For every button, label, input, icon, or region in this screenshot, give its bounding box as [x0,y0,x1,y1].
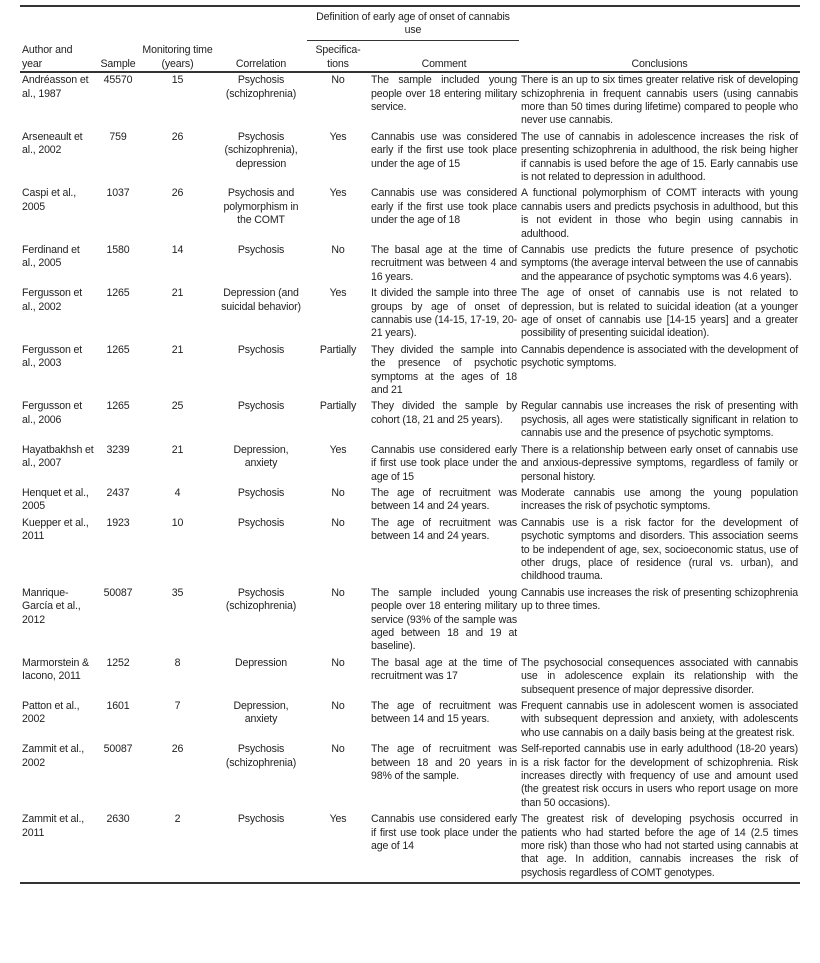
author-cell: Manrique-García et al., 2012 [22,586,81,626]
sample-cell: 1265 [106,400,130,413]
comment-cell: Cannabis use was considered early if the first use took place under the age of 18 [371,187,517,227]
conclusion-cell: Cannabis use increases the risk of presenting schizophrenia up to three times. [521,586,798,613]
conclusion-cell: Self-reported cannabis use in early adulthood (18-20 years) is a risk factor for the development of schizophrenia. Risk increases directly with frequency of use and amount used (the greatest risk occurs in users who report usage on more than 50 occasions). [521,743,798,809]
monitoring-cell: 4 [174,486,181,499]
correlation-cell: Psychosis (schizophrenia) [225,586,297,613]
header-comment: Comment [369,40,519,72]
header-author: Author and year [20,40,96,72]
author-cell: Hayatbakhsh et al., 2007 [22,443,94,470]
sample-cell: 2437 [106,486,130,499]
comment-cell: The sample included young people over 18 entering military service (93% of the sample was aged between 18 and 19 at baseline). [371,586,517,653]
correlation-cell: Psychosis [237,343,285,356]
specifications-cell: Yes [329,130,347,143]
correlation-cell: Psychosis (schizophrenia) [225,74,297,100]
monitoring-cell: 8 [174,656,181,669]
table-row [20,186,800,243]
header-monitoring: Monitoring time (years) [140,40,215,72]
sample-cell: 1037 [106,187,130,200]
monitoring-cell: 21 [171,287,184,300]
conclusion-cell: Cannabis use is a risk factor for the development of psychotic symptoms and disorders. This association seems to be independent of age, sex, socioeconomic status, use of other drugs, place of residence (rural vs. urban), and childhood trauma. [521,516,798,583]
sample-cell: 1601 [106,700,130,712]
correlation-cell: Depression, anxiety [233,700,289,726]
specifications-cell: Yes [329,443,347,456]
studies-table-container [20,5,800,884]
monitoring-cell: 26 [171,743,184,756]
table-row [20,72,800,130]
correlation-cell: Psychosis [237,400,285,413]
table-row [20,243,800,286]
monitoring-cell: 2 [140,812,215,883]
author-cell: Ferdinand et al., 2005 [22,244,80,270]
conclusion-cell: Moderate cannabis use among the young population increases the risk of psychotic symptoms. [521,486,798,513]
correlation-cell: Depression, anxiety [233,443,289,470]
monitoring-cell: 15 [171,74,184,87]
author-cell: Caspi et al., 2005 [22,187,76,213]
author-cell: Fergusson et al., 2006 [22,400,83,426]
table-row [20,699,800,742]
table-body [20,72,800,883]
specifications-cell: No [331,244,345,256]
header-sample: Sample [96,40,140,72]
conclusion-cell: Cannabis dependence is associated with the development of psychotic symptoms. [521,343,798,370]
comment-cell: They divided the sample into the presence of psychotic symptoms at the ages of 18 and 21 [371,343,517,397]
table-row [20,399,800,442]
conclusion-cell: Cannabis use predicts the future presence of psychotic symptoms (the average interval between the use of cannabis and the appearance of psychotic symptoms was 4.6 years). [521,244,798,283]
sample-cell: 1923 [106,516,130,529]
conclusion-cell: The greatest risk of developing psychosis occurred in patients who had started before the age of 14 (2.5 times more risk) than those who had not started using cannabis at that age. In addition, cannabis increases the risk of psychosis regardless of COMT genotypes. [519,812,800,883]
specifications-cell: No [331,700,345,712]
table-row [20,343,800,400]
conclusion-cell: The use of cannabis in adolescence increases the risk of presenting schizophrenia in adulthood, the risk being higher if cannabis is used before the age of 15. Early cannabis use is not related to depression in adulthood. [521,130,798,183]
specifications-cell: No [331,656,345,669]
correlation-cell: Depression (and suicidal behavior) [221,287,301,313]
monitoring-cell: 14 [171,244,184,256]
monitoring-cell: 25 [171,400,184,413]
sample-cell: 1265 [106,343,130,356]
table-row [20,286,800,343]
comment-cell: Cannabis use considered early if first use took place under the age of 15 [371,443,517,483]
author-cell: Zammit et al., 2011 [20,812,96,883]
sample-cell: 45570 [103,74,133,87]
monitoring-cell: 10 [171,516,184,529]
correlation-cell: Depression [234,656,288,669]
author-cell: Henquet et al., 2005 [22,486,89,513]
monitoring-cell: 26 [171,187,184,200]
table-row [20,812,800,883]
correlation-cell: Psychosis [237,244,285,256]
author-cell: Kuepper et al., 2011 [22,516,89,543]
specifications-cell: Partially [319,400,357,413]
author-cell: Fergusson et al., 2003 [22,343,83,370]
monitoring-cell: 7 [174,700,181,712]
conclusion-cell: The psychosocial consequences associated with cannabis use in adolescence explain its relationship with the subsequent presence of major depressive disorder. [521,656,798,696]
monitoring-cell: 21 [171,343,184,356]
conclusion-cell: There is an up to six times greater relative risk of developing schizophrenia in frequent cannabis users (using cannabis more than 50 times during lifetime) compared to people who never use cannabis. [521,74,798,127]
comment-cell: Cannabis use considered early if first use took place under the age of 14 [369,812,519,883]
header-definition-group: Definition of early age of onset of cannabis use [307,6,519,40]
monitoring-cell: 21 [171,443,184,456]
conclusion-cell: Frequent cannabis use in adolescent women is associated with subsequent depression and anxiety, with adolescents who use cannabis on a daily basis being at the greatest risk. [521,700,798,739]
sample-cell: 3239 [106,443,130,456]
header-conclusions: Conclusions [519,40,800,72]
comment-cell: The age of recruitment was between 18 and 20 years in 98% of the sample. [371,743,517,783]
specifications-cell: No [331,74,345,87]
comment-cell: They divided the sample by cohort (18, 21 and 25 years). [371,400,517,426]
comment-cell: The basal age at the time of recruitment was between 4 and 16 years. [371,244,517,283]
sample-cell: 50087 [103,743,133,756]
author-cell: Patton et al., 2002 [22,700,80,726]
header-specifications: Specifica-tions [307,40,369,72]
table-row [20,486,800,516]
studies-table [20,5,800,884]
sample-cell: 50087 [103,586,133,599]
author-cell: Marmorstein & Iacono, 2011 [22,656,89,683]
conclusion-cell: A functional polymorphism of COMT interacts with young cannabis users and predicts psychosis in adulthood, but this is not evident in those who begin using cannabis in adulthood. [521,187,798,240]
table-row [20,586,800,656]
author-cell: Zammit et al., 2002 [22,743,85,769]
correlation-cell: Psychosis [237,486,285,499]
specifications-cell: Partially [319,343,357,356]
table-row [20,742,800,812]
specifications-cell: No [331,743,345,756]
comment-cell: The age of recruitment was between 14 and 24 years. [371,486,517,513]
comment-cell: Cannabis use was considered early if the first use took place under the age of 15 [371,130,517,170]
comment-cell: The sample included young people over 18 entering military service. [371,74,517,113]
correlation-cell: Psychosis [215,812,307,883]
specifications-cell: No [331,486,345,499]
conclusion-cell: There is a relationship between early onset of cannabis use and anxious-depressive symptoms, regardless of family or personal history. [521,443,798,483]
correlation-cell: Psychosis (schizophrenia) [225,743,297,769]
author-cell: Fergusson et al., 2002 [22,287,83,313]
comment-cell: The age of recruitment was between 14 and 15 years. [371,700,517,726]
correlation-cell: Psychosis [237,516,285,529]
correlation-cell: Psychosis and polymorphism in the COMT [223,187,299,227]
specifications-cell: Yes [307,812,369,883]
table-row [20,443,800,486]
sample-cell: 1265 [106,287,130,300]
specifications-cell: No [331,586,345,599]
sample-cell: 1252 [106,656,130,669]
comment-cell: It divided the sample into three groups by age of onset of cannabis use (14-15, 17-19, 20-21 years). [371,287,517,340]
author-cell: Andréasson et al., 1987 [22,74,89,100]
sample-cell: 2630 [96,812,140,883]
sample-cell: 1580 [106,244,130,256]
header-correlation: Correlation [215,40,307,72]
monitoring-cell: 35 [171,586,184,599]
specifications-cell: Yes [329,187,347,200]
table-row [20,656,800,699]
sample-cell: 759 [109,130,127,143]
conclusion-cell: The age of onset of cannabis use is not related to depression, but is related to suicidal ideation (at a younger age of onset of cannabis use [14-15 years] and a greater possibility of presenting suicidal ideation). [521,287,798,340]
author-cell: Arseneault et al., 2002 [22,130,83,157]
comment-cell: The basal age at the time of recruitment was 17 [371,656,517,683]
conclusion-cell: Regular cannabis use increases the risk of presenting with psychosis, all ages were statistically significant in relation to cannabis use and the presence of psychotic symptoms. [521,400,798,440]
table-row [20,130,800,187]
monitoring-cell: 26 [171,130,184,143]
comment-cell: The age of recruitment was between 14 and 24 years. [371,516,517,543]
table-row [20,516,800,586]
specifications-cell: No [331,516,345,529]
correlation-cell: Psychosis (schizophrenia), depression [224,130,298,170]
specifications-cell: Yes [329,287,347,300]
